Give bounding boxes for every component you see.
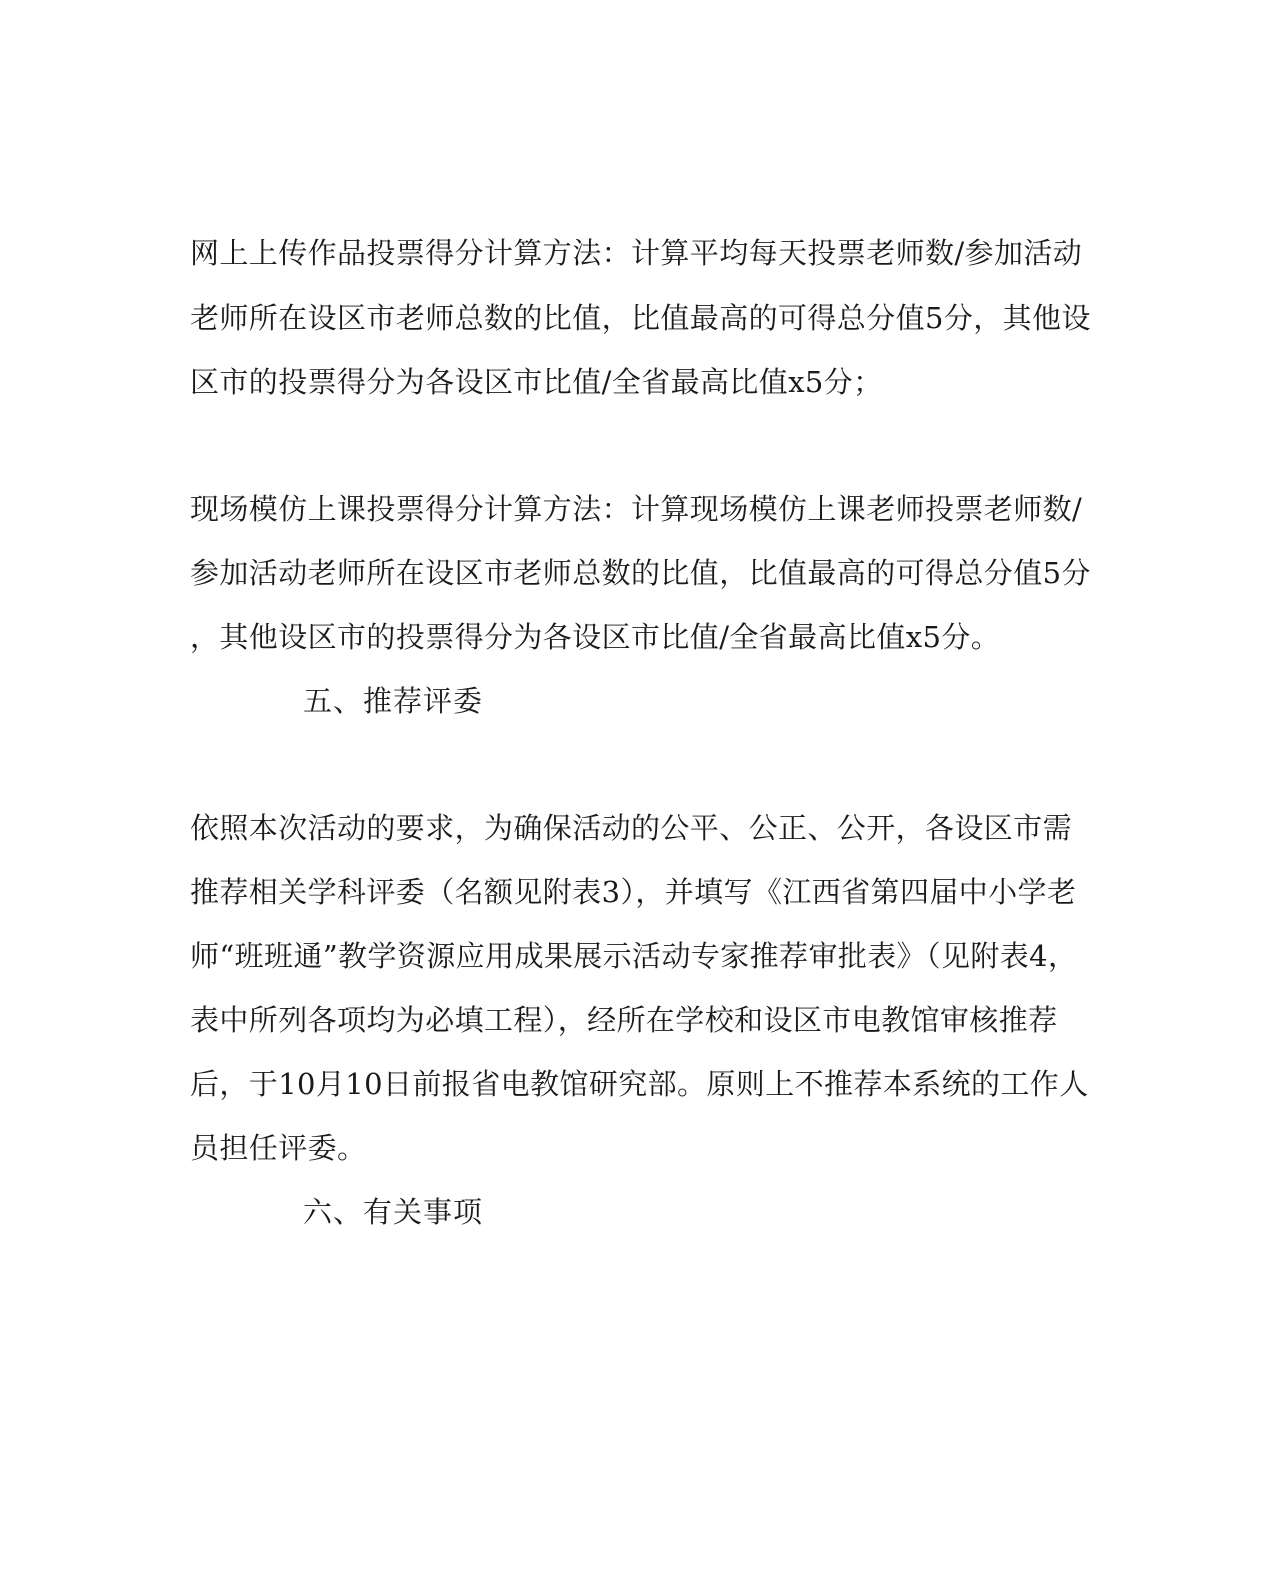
- paragraph-line: 推荐相关学科评委（名额见附表3），并填写《江西省第四届中小学老: [190, 875, 1077, 909]
- paragraph-line: 老师所在设区市老师总数的比值，比值最高的可得总分值5分，其他设: [190, 301, 1091, 335]
- paragraph-line: 后，于10月10日前报省电教馆研究部。原则上不推荐本系统的工作人: [190, 1067, 1089, 1101]
- paragraph-line: 师“班班通”教学资源应用成果展示活动专家推荐审批表》（见附表4，: [190, 939, 1078, 973]
- paragraph-line: 现场模仿上课投票得分计算方法：计算现场模仿上课老师投票老师数/: [190, 492, 1083, 526]
- paragraph-line: 表中所列各项均为必填工程），经所在学校和设区市电教馆审核推荐: [190, 1003, 1058, 1037]
- section-heading-recommend-judges: 五、推荐评委: [303, 684, 484, 718]
- section-heading-related-matters: 六、有关事项: [303, 1195, 484, 1229]
- paragraph-line: 员担任评委。: [190, 1131, 367, 1165]
- paragraph-line: ，其他设区市的投票得分为各设区市比值/全省最高比值x5分。: [190, 620, 1001, 654]
- paragraph-line: 区市的投票得分为各设区市比值/全省最高比值x5分；: [190, 365, 883, 399]
- paragraph-line: 依照本次活动的要求，为确保活动的公平、公正、公开，各设区市需: [190, 811, 1073, 845]
- paragraph-line: 网上上传作品投票得分计算方法：计算平均每天投票老师数/参加活动: [190, 236, 1083, 270]
- paragraph-line: 参加活动老师所在设区市老师总数的比值，比值最高的可得总分值5分: [190, 556, 1091, 590]
